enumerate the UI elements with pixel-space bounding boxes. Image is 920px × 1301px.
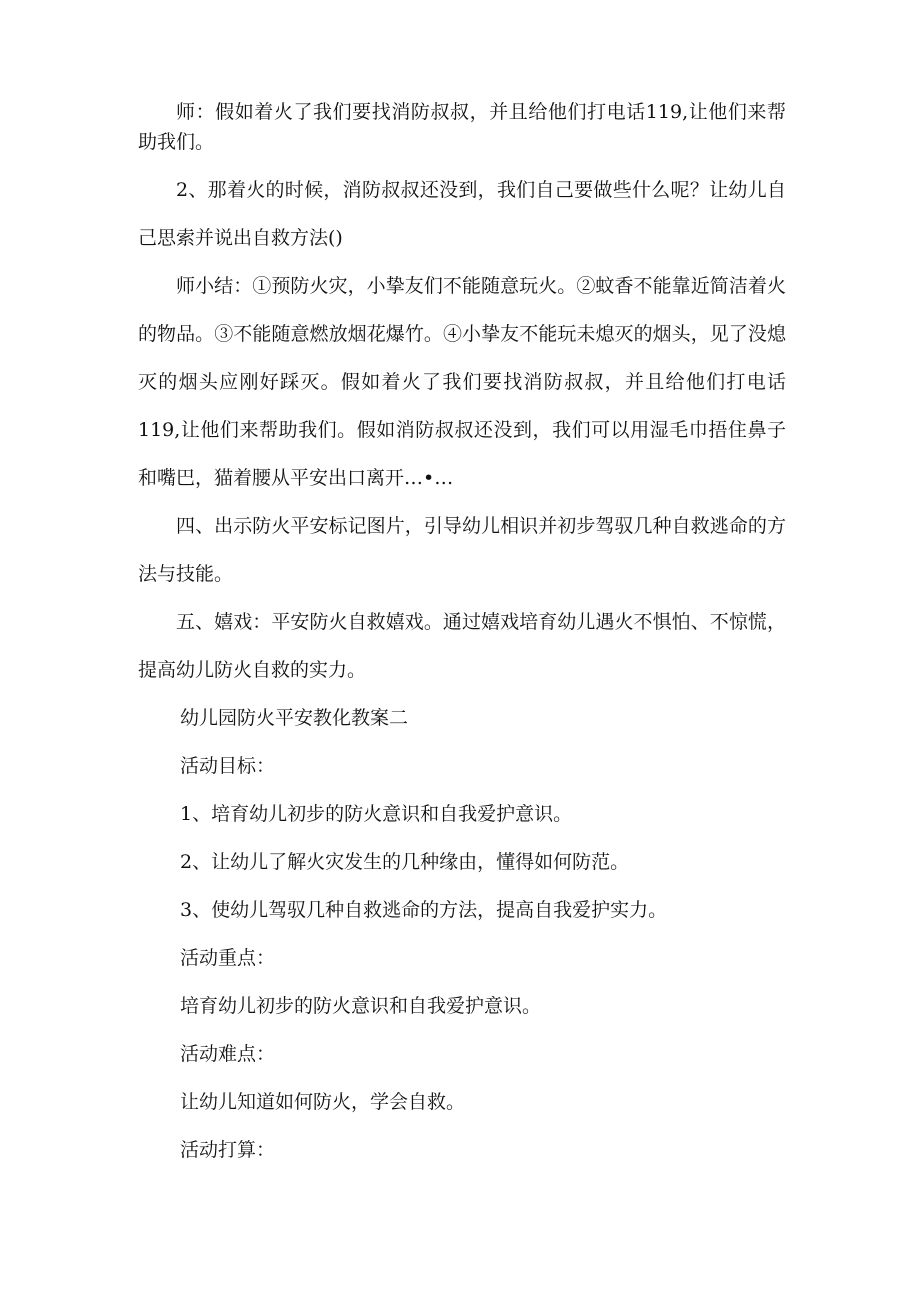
paragraph-teacher-call-119: 师：假如着火了我们要找消防叔叔，并且给他们打电话119,让他们来帮助我们。 [138, 101, 786, 153]
activity-focus-heading: 活动重点： [180, 947, 276, 969]
goal-item-1: 1、培育幼儿初步的防火意识和自我爱护意识。 [180, 803, 573, 825]
paragraph-self-rescue-question: 2、那着火的时候，消防叔叔还没到，我们自己要做些什么呢？让幼儿自己思索并说出自救方法() [138, 179, 786, 249]
activity-goals-heading: 活动目标： [180, 755, 276, 777]
activity-focus-text: 培育幼儿初步的防火意识和自我爱护意识。 [180, 995, 542, 1017]
goal-item-2: 2、让幼儿了解火灾发生的几种缘由，懂得如何防范。 [180, 851, 630, 873]
activity-difficulty-text: 让幼儿知道如何防火，学会自救。 [180, 1091, 466, 1113]
paragraph-fire-game: 五、嬉戏：平安防火自救嬉戏。通过嬉戏培育幼儿遇火不惧怕、不惊慌，提高幼儿防火自救的实力。 [138, 611, 786, 681]
activity-preparation-heading: 活动打算： [180, 1139, 276, 1161]
paragraph-safety-signs: 四、出示防火平安标记图片，引导幼儿相识并初步驾驭几种自救逃命的方法与技能。 [138, 515, 786, 585]
lesson-plan-two-title: 幼儿园防火平安教化教案二 [180, 707, 409, 729]
paragraph-teacher-summary: 师小结：①预防火灾，小挚友们不能随意玩火。②蚊香不能靠近简洁着火的物品。③不能随意燃放烟花爆竹。④小挚友不能玩未熄灭的烟头，见了没熄灭的烟头应刚好踩灭。假如着火了我们要找消防叔叔，并且给他们打电话119,让他们来帮助我们。假如消防叔叔还没到，我们可以用湿毛巾捂住鼻子和嘴巴，猫着腰从平安出口离开…•… [138, 275, 786, 489]
activity-difficulty-heading: 活动难点： [180, 1043, 276, 1065]
goal-item-3: 3、使幼儿驾驭几种自救逃命的方法，提高自我爱护实力。 [180, 899, 668, 921]
